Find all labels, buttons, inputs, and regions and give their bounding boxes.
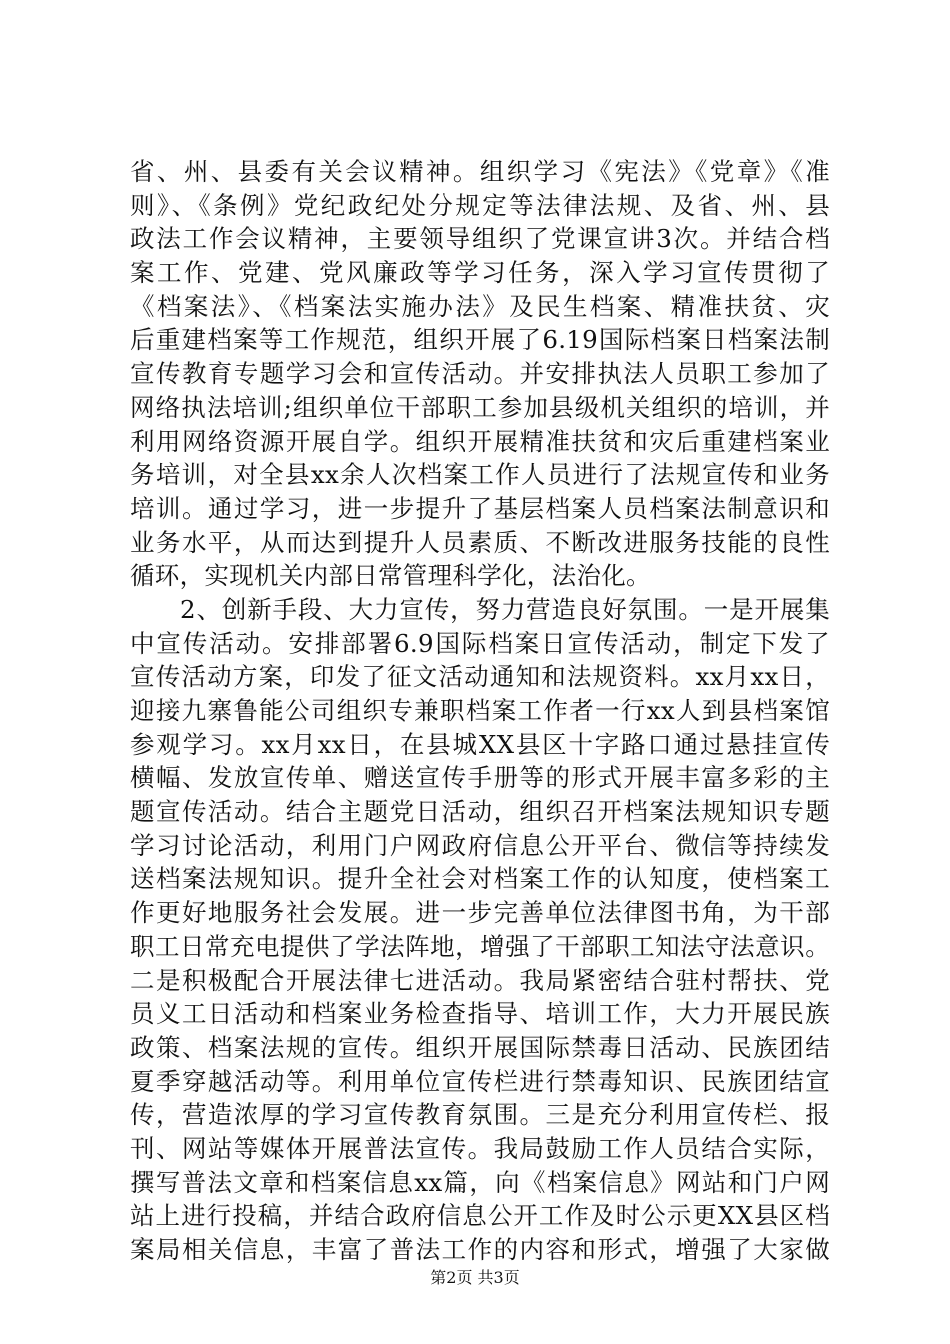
text-line: 参观学习。xx月xx日，在县城XX县区十字路口通过悬挂宣传 [130, 729, 830, 759]
text-line: 中宣传活动。安排部署6.9国际档案日宣传活动，制定下发了 [130, 628, 830, 658]
text-line: 政法工作会议精神，主要领导组织了党课宣讲3次。并结合档 [130, 224, 830, 254]
text-line: 二是积极配合开展法律七进活动。我局紧密结合驻村帮扶、党 [130, 965, 830, 995]
text-line: 职工日常充电提供了学法阵地，增强了干部职工知法守法意识。 [130, 931, 830, 961]
text-line: 利用网络资源开展自学。组织开展精准扶贫和灾后重建档案业 [130, 426, 830, 456]
text-line: 案局相关信息，丰富了普法工作的内容和形式，增强了大家做 [130, 1235, 830, 1264]
text-line: 刊、网站等媒体开展普法宣传。我局鼓励工作人员结合实际， [130, 1133, 830, 1163]
text-line: 宣传教育专题学习会和宣传活动。并安排执法人员职工参加了 [130, 359, 830, 389]
text-line: 政策、档案法规的宣传。组织开展国际禁毒日活动、民族团结 [130, 1032, 830, 1062]
text-line: 2、创新手段、大力宣传，努力营造良好氛围。一是开展集 [180, 594, 830, 624]
text-line: 业务水平，从而达到提升人员素质、不断改进服务技能的良性 [130, 527, 830, 557]
text-line: 撰写普法文章和档案信息xx篇，向《档案信息》网站和门户网 [130, 1167, 830, 1197]
text-line: 横幅、发放宣传单、赠送宣传手册等的形式开展丰富多彩的主 [130, 763, 830, 793]
paragraph-2 [130, 593, 830, 1267]
text-line: 省、州、县委有关会议精神。组织学习《宪法》《党章》《准 [130, 157, 830, 186]
text-line: 送档案法规知识。提升全社会对档案工作的认知度，使档案工 [130, 864, 830, 894]
text-line: 网络执法培训;组织单位干部职工参加县级机关组织的培训，并 [130, 392, 830, 422]
document-body [130, 155, 830, 1267]
text-line: 员义工日活动和档案业务检查指导、培训工作，大力开展民族 [130, 999, 830, 1029]
paragraph-1 [130, 155, 830, 593]
text-line: 则》、《条例》党纪政纪处分规定等法律法规、及省、州、县 [130, 190, 830, 220]
text-line: 宣传活动方案，印发了征文活动通知和法规资料。xx月xx日， [130, 662, 830, 692]
text-line: 夏季穿越活动等。利用单位宣传栏进行禁毒知识、民族团结宣 [130, 1066, 830, 1096]
text-line: 循环，实现机关内部日常管理科学化，法治化。 [130, 561, 651, 591]
text-line: 作更好地服务社会发展。进一步完善单位法律图书角，为干部 [130, 898, 830, 928]
page-number-footer: 第2页 共3页 [430, 1268, 520, 1287]
text-line: 题宣传活动。结合主题党日活动，组织召开档案法规知识专题 [130, 797, 830, 827]
text-line: 《档案法》、《档案法实施办法》及民生档案、精准扶贫、灾 [130, 291, 830, 321]
text-line: 后重建档案等工作规范，组织开展了6.19国际档案日档案法制 [130, 325, 830, 355]
text-line: 站上进行投稿，并结合政府信息公开工作及时公示更XX县区档 [130, 1201, 830, 1231]
text-line: 学习讨论活动，利用门户网政府信息公开平台、微信等持续发 [130, 830, 830, 860]
text-line: 务培训，对全县xx余人次档案工作人员进行了法规宣传和业务 [130, 460, 830, 490]
text-line: 案工作、党建、党风廉政等学习任务，深入学习宣传贯彻了 [130, 258, 830, 288]
text-line: 传，营造浓厚的学习宣传教育氛围。三是充分利用宣传栏、报 [130, 1100, 830, 1130]
text-line: 培训。通过学习，进一步提升了基层档案人员档案法制意识和 [130, 493, 830, 523]
text-line: 迎接九寨鲁能公司组织专兼职档案工作者一行xx人到县档案馆 [130, 696, 830, 725]
